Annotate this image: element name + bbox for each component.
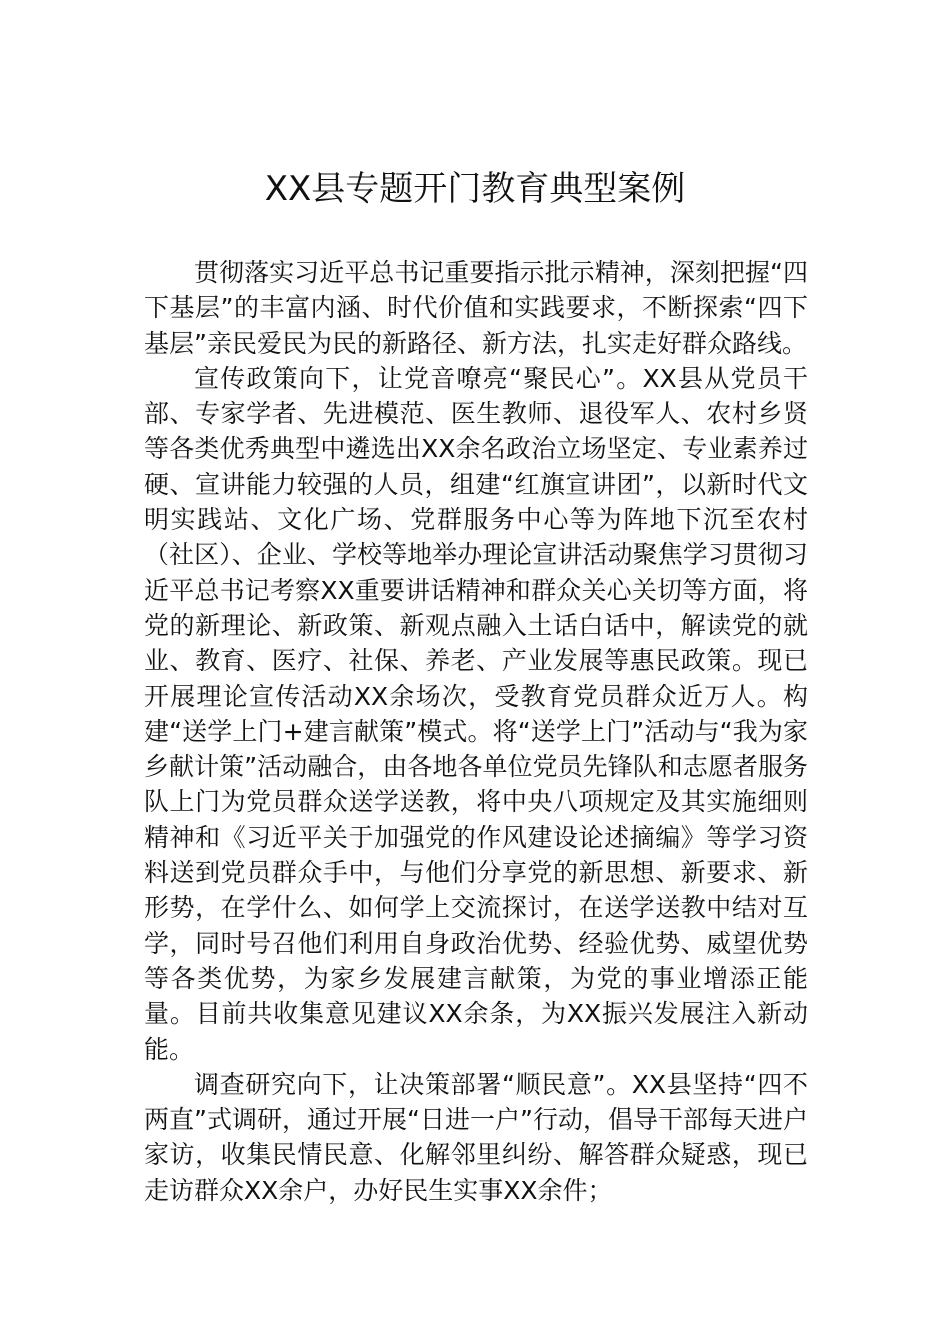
- paragraph-intro: 贯彻落实习近平总书记重要指示批示精神，深刻把握“四下基层”的丰富内涵、时代价值和实践要求，不断探索“四下基层”亲民爱民为民的新路径、新方法，扎实走好群众路线。: [144, 258, 808, 358]
- paragraph-policy-publicity: 宣传政策向下，让党音嘹亮“聚民心”。XX县从党员干部、专家学者、先进模范、医生教师、退役军人、农村乡贤等各类优秀典型中遴选出XX余名政治立场坚定、专业素养过硬、宣讲能力较强的人员，组建“红旗宣讲团”，以新时代文明实践站、文化广场、党群服务中心等为阵地下沉至农村（社区）、企业、学校等地举办理论宣讲活动聚焦学习贯彻习近平总书记考察XX重要讲话精神和群众关心关切等方面，将党的新理论、新政策、新观点融入土话白话中，解读党的就业、教育、医疗、社保、养老、产业发展等惠民政策。现已开展理论宣传活动XX余场次，受教育党员群众近万人。构建“送学上门+建言献策”模式。将“送学上门”活动与“我为家乡献计策”活动融合，由各地各单位党员先锋队和志愿者服务队上门为党员群众送学送教，将中央八项规定及其实施细则精神和《习近平关于加强党的作风建设论述摘编》等学习资料送到党员群众手中，与他们分享党的新思想、新要求、新形势，在学什么、如何学上交流探讨，在送学送教中结对互学，同时号召他们利用自身政治优势、经验优势、威望优势等各类优势，为家乡发展建言献策，为党的事业增添正能量。目前共收集意见建议XX余条，为XX振兴发展注入新动能。: [144, 363, 808, 1064]
- document-title: XX县专题开门教育典型案例: [264, 169, 686, 209]
- document-body: [144, 255, 808, 1208]
- paragraph-research: 调查研究向下，让决策部署“顺民意”。XX县坚持“四不两直”式调研，通过开展“日进一户”行动，倡导干部每天进户家访，收集民情民意、化解邻里纠纷、解答群众疑惑，现已走访群众XX余户，办好民生实事XX余件；: [144, 1069, 808, 1205]
